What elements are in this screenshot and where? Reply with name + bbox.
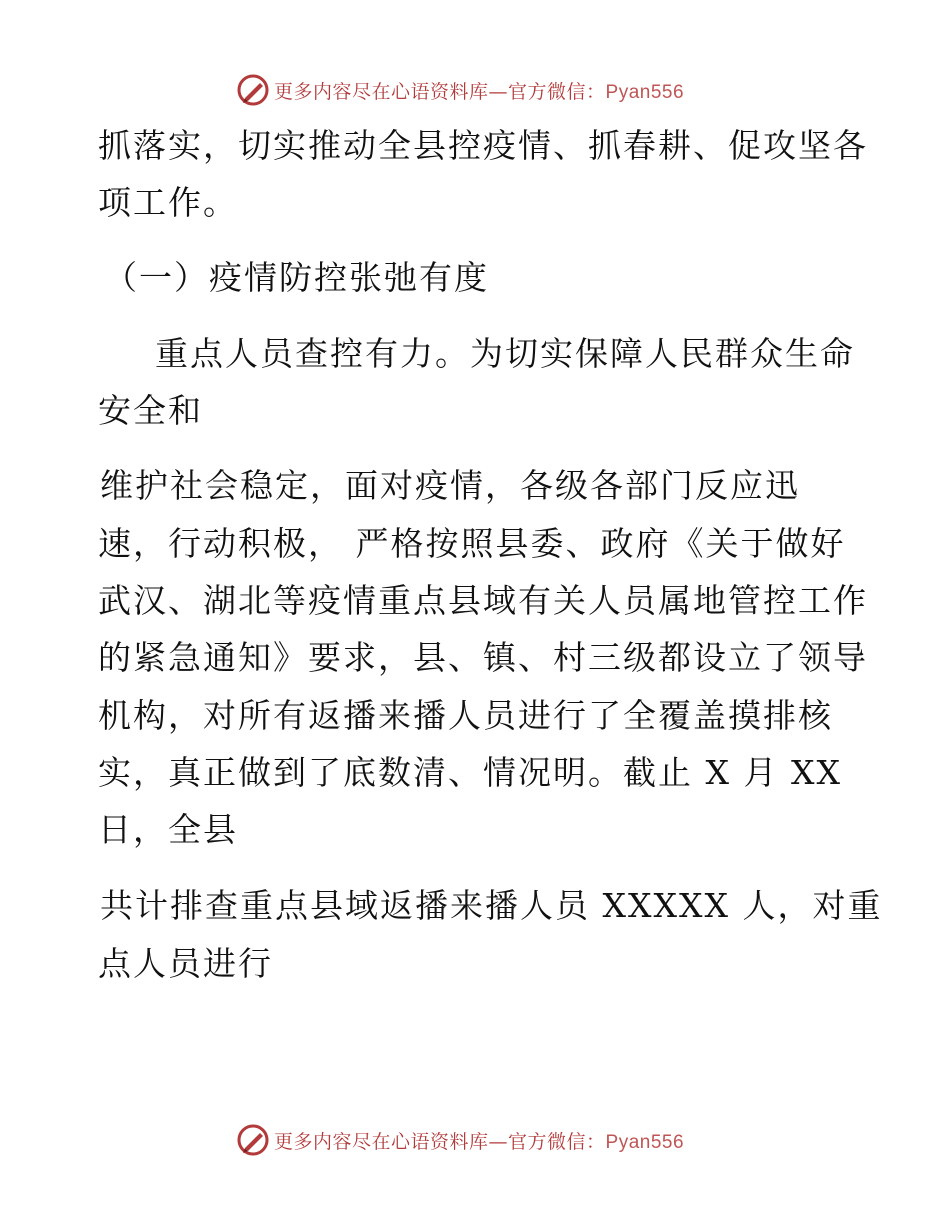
text-line: 共计排查重点县域返播来播人员 XXXXX 人，对重 bbox=[100, 886, 883, 925]
footer-watermark bbox=[236, 1122, 684, 1158]
text-line: 安全和 bbox=[98, 391, 203, 430]
watermark-text: 更多内容尽在心语资料库—官方微信：Pyan556 bbox=[274, 80, 685, 103]
text-line: 武汉、湖北等疫情重点县域有关人员属地管控工作 bbox=[98, 581, 868, 620]
watermark-text: 更多内容尽在心语资料库—官方微信：Pyan556 bbox=[274, 1130, 685, 1153]
text-line: 项工作。 bbox=[98, 183, 238, 222]
section-heading: （一）疫情防控张弛有度 bbox=[104, 258, 489, 297]
pen-logo-icon bbox=[236, 73, 270, 107]
text-line: 速，行动积极， 严格按照县委、政府《关于做好 bbox=[98, 524, 846, 563]
text-line: 重点人员查控有力。为切实保障人民群众生命 bbox=[120, 334, 855, 373]
text-line: 维护社会稳定，面对疫情，各级各部门反应迅 bbox=[100, 466, 800, 505]
text-line: 的紧急通知》要求，县、镇、村三级都设立了领导 bbox=[98, 638, 868, 677]
text-line: 抓落实，切实推动全县控疫情、抓春耕、促攻坚各 bbox=[98, 126, 868, 165]
text-line: 机构，对所有返播来播人员进行了全覆盖摸排核 bbox=[98, 696, 833, 735]
pen-logo-icon bbox=[236, 1123, 270, 1157]
text-line: 点人员进行 bbox=[98, 944, 273, 983]
header-watermark bbox=[236, 72, 684, 108]
text-line: 日，全县 bbox=[98, 810, 238, 849]
text-line: 实，真正做到了底数清、情况明。截止 X 月 XX bbox=[98, 753, 842, 792]
